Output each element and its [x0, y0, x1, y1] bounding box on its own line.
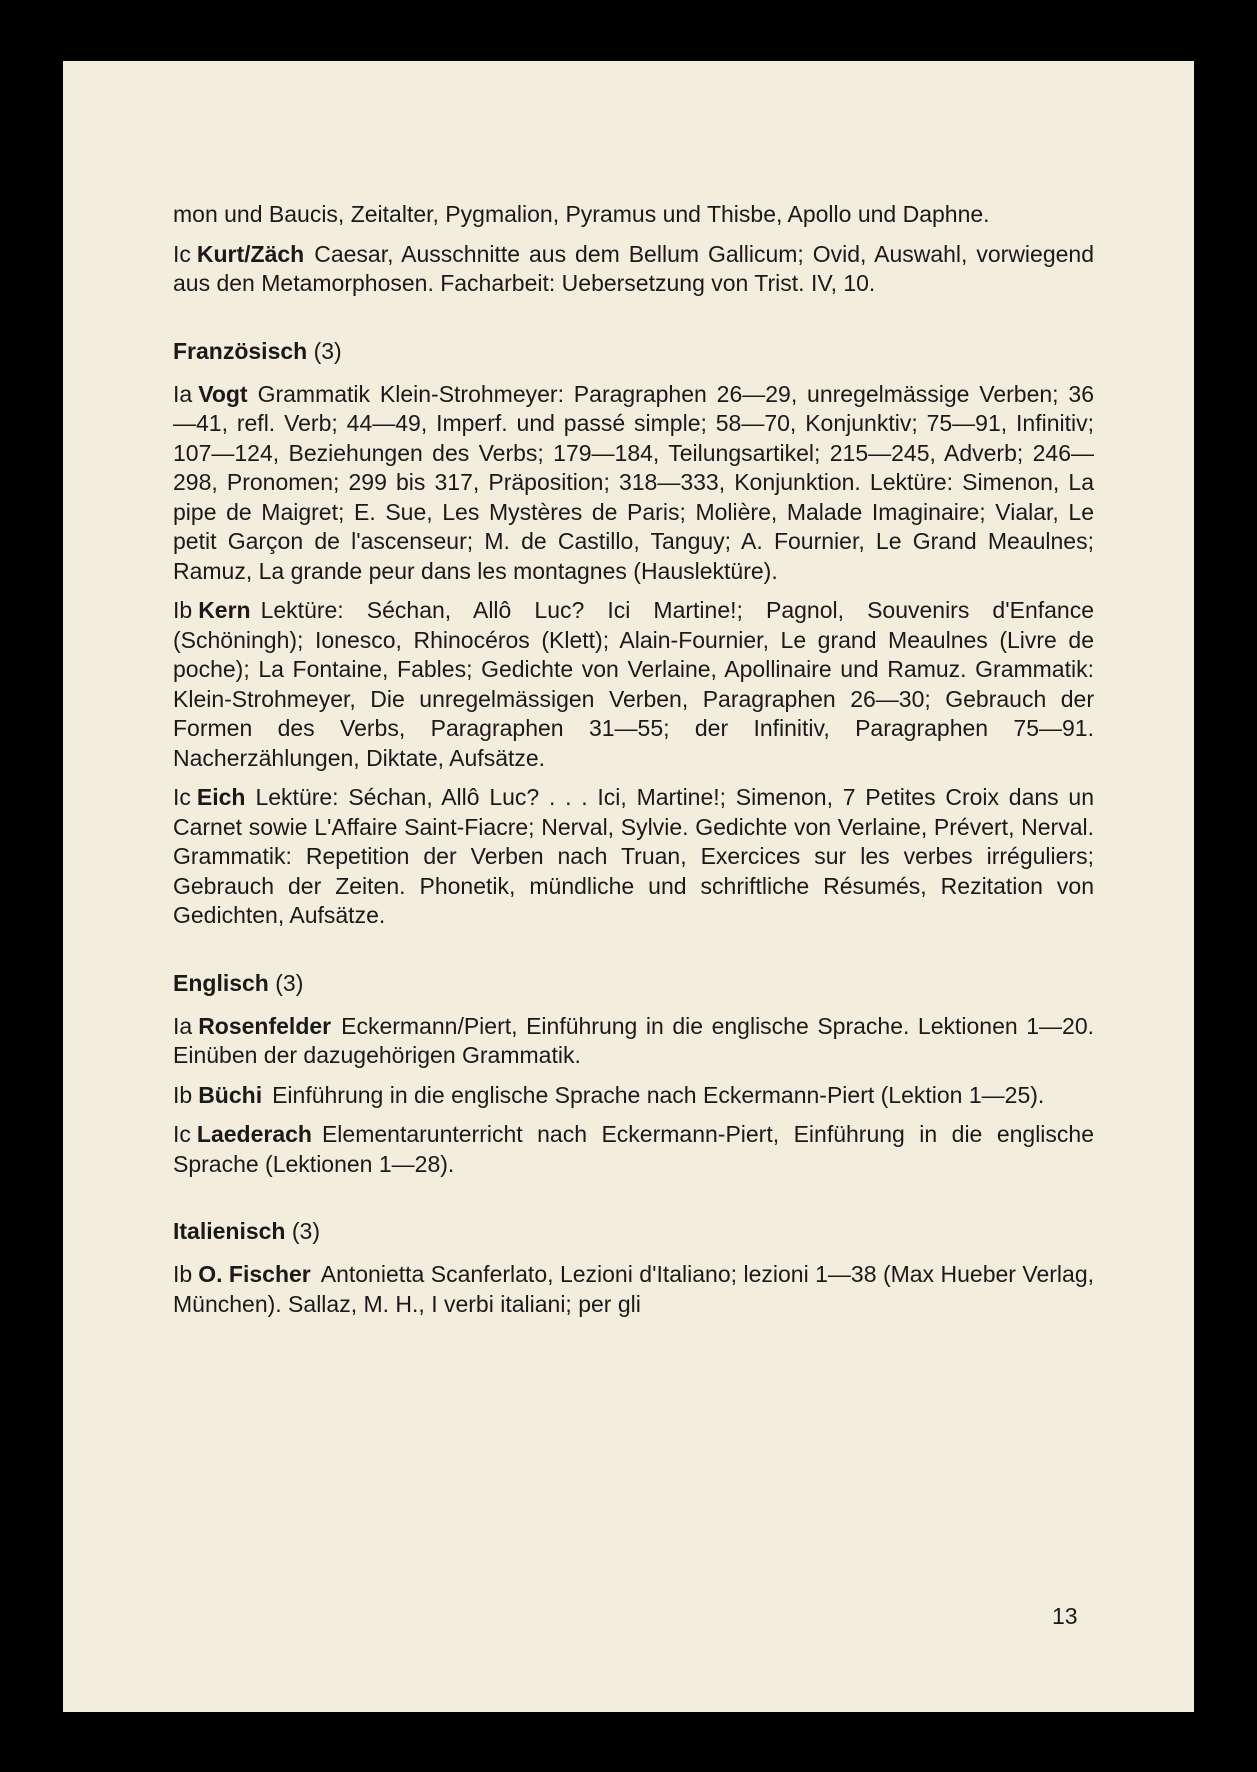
paragraph-text: Antonietta Scanferlato, Lezioni d'Italiano; lezioni 1—38 (Max Hueber Verlag, München). Sallaz, M. H., I verbi italiani; per gli	[173, 1261, 1094, 1317]
teacher-name: Büchi	[198, 1081, 263, 1108]
subject-hours: (3)	[291, 1218, 320, 1244]
paragraph	[173, 380, 1094, 587]
teacher-name: Kurt/Zäch	[196, 240, 305, 267]
subject-name: Französisch	[173, 337, 308, 364]
paragraph	[173, 1081, 1094, 1111]
class-label: Ib	[173, 597, 193, 623]
class-label: Ib	[173, 1261, 193, 1287]
class-label: Ic	[173, 240, 191, 267]
section-heading-englisch	[173, 969, 1094, 998]
subject-hours: (3)	[275, 969, 304, 996]
paragraph-text: Einführung in die englische Sprache nach Eckermann-Piert (Lektion 1—25).	[272, 1081, 1045, 1108]
paragraph-text: Lektüre: Séchan, Allô Luc? Ici Martine!; Pagnol, Souvenirs d'Enfance (Schöningh); Ionesco, Rhinocéros (Klett); Alain-Fournier, Le grand Meaulnes (Livre de poche); La Fontaine, Fables; Gedichte von Verlaine, Apollinaire und Ramuz. Grammatik: Klein-Strohmeyer, Die unregelmässigen Verben, Paragraphen 26—30; Gebrauch der Formen des Verbs, Paragraphen 31—55; der Infinitiv, Paragraphen 75—91. Nacherzählungen, Diktate, Aufsätze.	[173, 597, 1094, 771]
paragraph	[173, 240, 1094, 299]
section-heading-italienisch	[173, 1217, 1094, 1246]
subject-hours: (3)	[313, 337, 342, 364]
paragraph-text: Eckermann/Piert, Einführung in die englische Sprache. Lektionen 1—20. Einüben der dazugehörigen Grammatik.	[173, 1012, 1094, 1068]
teacher-name: Vogt	[198, 380, 248, 407]
paragraph	[173, 1260, 1094, 1319]
paragraph-text: Grammatik Klein-Strohmeyer: Paragraphen 26—29, unregelmässige Verben; 36—41, refl. Verb; 44—49, Imperf. und passé simple; 58—70, Konjunktiv; 75—91, Infinitiv; 107—124, Beziehungen des Verbs; 179—184, Teilungsartikel; 215—245, Adverb; 246—298, Pronomen; 299 bis 317, Präposition; 318—333, Konjunktion. Lektüre: Simenon, La pipe de Maigret; E. Sue, Les Mystères de Paris; Molière, Malade Imaginaire; Vialar, Le petit Garçon de l'ascenseur; M. de Castillo, Tanguy; A. Fournier, Le Grand Meaulnes; Ramuz, La grande peur dans les montagnes (Hauslektüre).	[173, 380, 1094, 584]
class-label: Ic	[173, 1121, 191, 1147]
paragraph-text: Caesar, Ausschnitte aus dem Bellum Gallicum; Ovid, Auswahl, vorwiegend aus den Metamorphosen. Facharbeit: Uebersetzung von Trist. IV, 10.	[173, 240, 1094, 296]
section-heading-franzoesisch	[173, 337, 1094, 366]
paragraph	[173, 783, 1094, 931]
teacher-name: O. Fischer	[198, 1261, 311, 1287]
paragraph-text: mon und Baucis, Zeitalter, Pygmalion, Pyramus und Thisbe, Apollo und Daphne.	[173, 201, 990, 227]
teacher-name: Eich	[196, 784, 246, 810]
teacher-name: Kern	[198, 597, 251, 623]
class-label: Ia	[173, 380, 193, 407]
page-content	[173, 200, 1094, 1329]
paragraph-text: Lektüre: Séchan, Allô Luc? . . . Ici, Martine!; Simenon, 7 Petites Croix dans un Carnet sowie L'Affaire Saint-Fiacre; Nerval, Sylvie. Gedichte von Verlaine, Prévert, Nerval. Grammatik: Repetition der Verben nach Truan, Exercices sur les verbes irréguliers; Gebrauch der Zeiten. Phonetik, mündliche und schriftliche Résumés, Rezitation von Gedichten, Aufsätze.	[173, 784, 1094, 928]
subject-name: Italienisch	[173, 1218, 286, 1244]
page-number: 13	[1052, 1603, 1078, 1629]
teacher-name: Laederach	[196, 1121, 312, 1147]
class-label: Ia	[173, 1012, 193, 1039]
subject-name: Englisch	[173, 969, 269, 996]
paragraph	[173, 200, 1094, 230]
paragraph	[173, 1012, 1094, 1071]
paragraph-text: Elementarunterricht nach Eckermann-Piert, Einführung in die englische Sprache (Lektionen 1—28).	[173, 1121, 1094, 1177]
paragraph	[173, 1120, 1094, 1179]
teacher-name: Rosenfelder	[198, 1012, 332, 1039]
class-label: Ib	[173, 1081, 193, 1108]
paragraph	[173, 596, 1094, 773]
class-label: Ic	[173, 784, 191, 810]
